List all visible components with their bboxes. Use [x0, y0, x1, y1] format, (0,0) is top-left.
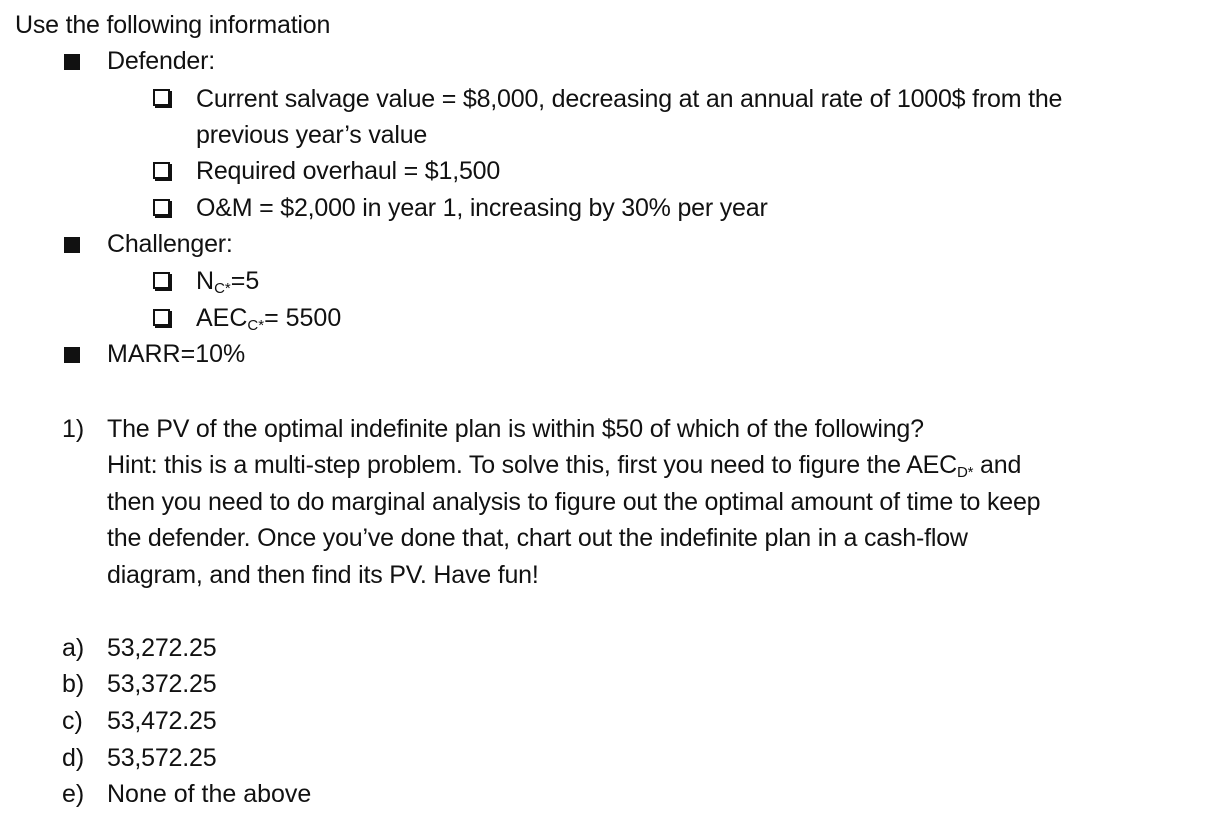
defender-label: Defender:	[107, 47, 215, 75]
question-number: 1)	[62, 415, 85, 443]
checkbox-icon	[153, 89, 170, 106]
challenger-aec-value: = 5500	[264, 304, 342, 332]
challenger-n-text	[196, 266, 259, 300]
challenger-n-value: =5	[230, 267, 260, 295]
hint-suffix: and	[973, 451, 1022, 479]
defender-salvage-text-cont: previous year’s value	[196, 121, 428, 149]
challenger-aec-text	[196, 303, 341, 337]
hint-text	[107, 450, 1021, 484]
hint-text-line-4: the defender. Once you’ve done that, chart out the indefinite plan in a cash-flow	[107, 524, 968, 552]
defender-overhaul-text: Required overhaul = $1,500	[196, 157, 501, 185]
question-text: The PV of the optimal indefinite plan is within $50 of which of the following?	[107, 415, 924, 443]
challenger-n-prefix: N	[196, 267, 215, 295]
option-c-text: 53,472.25	[107, 707, 217, 735]
marr-text: MARR=10%	[107, 340, 246, 368]
hint-prefix: Hint: this is a multi-step problem. To solve this, first you need to figure the AEC	[107, 451, 958, 479]
checkbox-icon	[153, 199, 170, 216]
option-a-letter: a)	[62, 634, 85, 662]
option-c-letter: c)	[62, 707, 83, 735]
option-e-text: None of the above	[107, 780, 312, 808]
challenger-aec-prefix: AEC	[196, 304, 248, 332]
option-d-letter: d)	[62, 744, 85, 772]
square-bullet-icon	[64, 347, 80, 363]
square-bullet-icon	[64, 54, 80, 70]
option-b-letter: b)	[62, 670, 85, 698]
square-bullet-icon	[64, 237, 80, 253]
option-b-text: 53,372.25	[107, 670, 217, 698]
option-e-letter: e)	[62, 780, 85, 808]
intro-text: Use the following information	[15, 11, 331, 39]
option-d-text: 53,572.25	[107, 744, 217, 772]
hint-text-line-3: then you need to do marginal analysis to figure out the optimal amount of time to keep	[107, 488, 1041, 516]
defender-om-text: O&M = $2,000 in year 1, increasing by 30% per year	[196, 194, 768, 222]
challenger-aec-subscript: C*	[247, 317, 265, 334]
option-a-text: 53,272.25	[107, 634, 217, 662]
checkbox-icon	[153, 272, 170, 289]
challenger-label: Challenger:	[107, 230, 233, 258]
checkbox-icon	[153, 162, 170, 179]
hint-subscript: D*	[957, 464, 974, 481]
checkbox-icon	[153, 309, 170, 326]
defender-salvage-text: Current salvage value = $8,000, decreasing at an annual rate of 1000$ from the	[196, 85, 1063, 113]
challenger-n-subscript: C*	[214, 280, 231, 297]
hint-text-line-5: diagram, and then find its PV. Have fun!	[107, 561, 539, 589]
